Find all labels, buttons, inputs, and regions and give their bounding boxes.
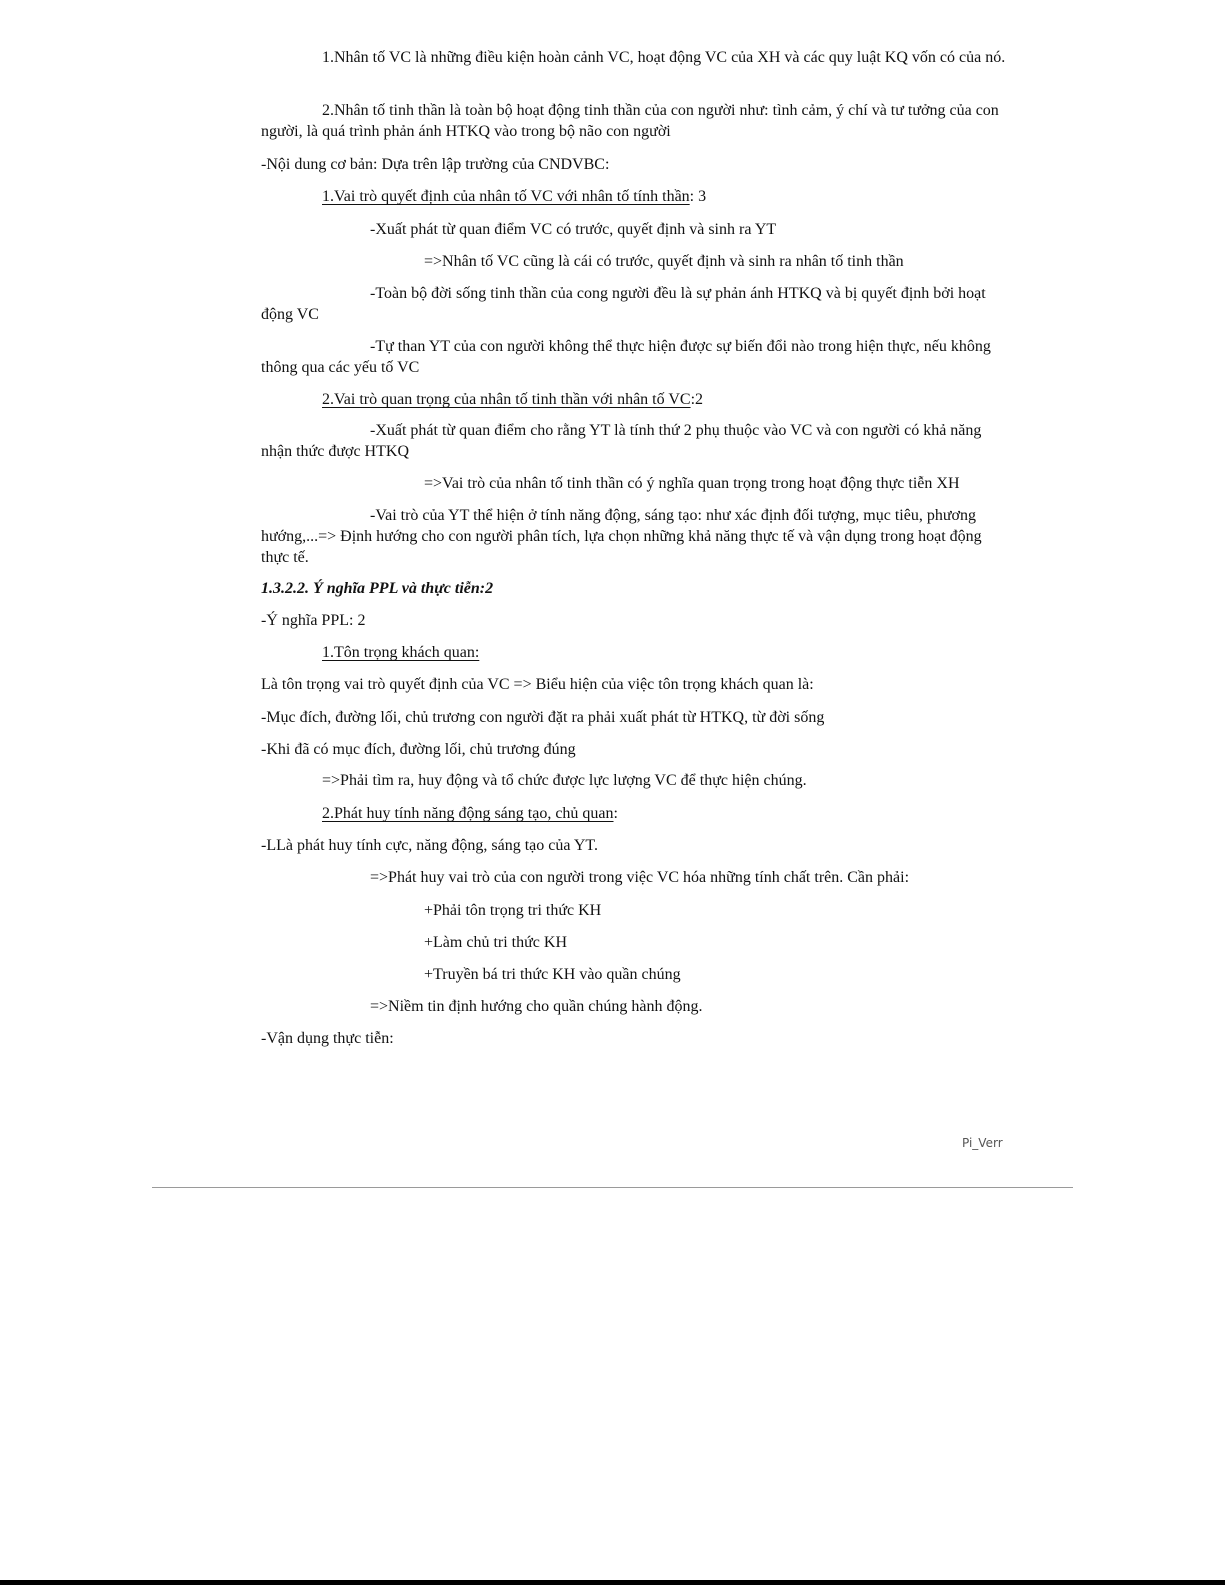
paragraph: -Tự than YT của con người không thể thực hiện được sự biến đổi nào trong hiện thực, nếu không thông qua các yếu tố VC <box>261 338 991 376</box>
paragraph: -Ý nghĩa PPL: 2 <box>261 612 366 629</box>
paragraph: Là tôn trọng vai trò quyết định của VC => Biểu hiện của việc tôn trọng khách quan là: <box>261 676 814 693</box>
underlined-heading: 1.Vai trò quyết định của nhân tố VC với nhân tố tính thần <box>322 188 690 205</box>
section-heading <box>322 642 1012 663</box>
list-item: +Truyền bá tri thức KH vào quần chúng <box>424 966 681 983</box>
heading-suffix: : 3 <box>689 188 707 205</box>
paragraph: -Khi đã có mục đích, đường lối, chủ trương đúng <box>261 741 576 758</box>
subsection-heading: 1.3.2.2. Ý nghĩa PPL và thực tiễn:2 <box>261 580 494 597</box>
underlined-heading: 1.Tôn trọng khách quan: <box>322 644 480 661</box>
paragraph: 1.Nhân tố VC là những điều kiện hoàn cảnh VC, hoạt động VC của XH và các quy luật KQ vốn có của nó. <box>322 49 1006 66</box>
paragraph: -Nội dung cơ bản: Dựa trên lập trường của CNDVBC: <box>261 156 610 173</box>
heading-suffix: :2 <box>690 391 704 408</box>
page-divider <box>152 1187 1073 1188</box>
paragraph: =>Nhân tố VC cũng là cái có trước, quyết định và sinh ra nhân tố tinh thần <box>424 253 904 270</box>
paragraph: -Vận dụng thực tiễn: <box>261 1030 394 1047</box>
paragraph: -Xuất phát từ quan điểm VC có trước, quyết định và sinh ra YT <box>370 221 777 238</box>
section-heading <box>322 186 1012 207</box>
underlined-heading: 2.Vai trò quan trọng của nhân tố tinh thần với nhân tố VC <box>322 391 691 408</box>
underlined-heading: 2.Phát huy tính năng động sáng tạo, chủ quan <box>322 805 614 822</box>
paragraph: 2.Nhân tố tinh thần là toàn bộ hoạt động tinh thần của con người như: tình cảm, ý chí và tư tưởng của con người, là quá trình phản ánh HTKQ vào trong bộ não con người <box>261 102 999 140</box>
list-item: +Phải tôn trọng tri thức KH <box>424 902 602 919</box>
bottom-edge-bar <box>0 1580 1225 1585</box>
paragraph: -Xuất phát từ quan điểm cho rằng YT là tính thứ 2 phụ thuộc vào VC và con người có khả năng nhận thức được HTKQ <box>261 422 982 460</box>
paragraph: =>Vai trò của nhân tố tinh thần có ý nghĩa quan trọng trong hoạt động thực tiễn XH <box>424 475 960 492</box>
heading-suffix: : <box>613 805 618 822</box>
paragraph: =>Niềm tin định hướng cho quần chúng hành động. <box>370 998 703 1015</box>
paragraph: -Mục đích, đường lối, chủ trương con người đặt ra phải xuất phát từ HTKQ, từ đời sống <box>261 709 825 726</box>
paragraph: =>Phát huy vai trò của con người trong việc VC hóa những tính chất trên. Cần phải: <box>370 869 910 886</box>
paragraph: -Toàn bộ đời sống tinh thần của cong người đều là sự phản ánh HTKQ và bị quyết định bởi hoạt động VC <box>261 285 986 323</box>
section-heading <box>322 803 1012 824</box>
section-heading <box>322 389 1012 410</box>
paragraph: -LLà phát huy tính cực, năng động, sáng tạo của YT. <box>261 837 599 854</box>
paragraph: -Vai trò của YT thể hiện ở tính năng động, sáng tạo: như xác định đối tượng, mục tiêu, phương hướng,...=> Định hướng cho con người phân tích, lựa chọn những khả năng thực tế và vận dụng trong hoạt động thực tế. <box>261 507 982 566</box>
page-footer-text: Pi_Verr <box>962 1136 1003 1150</box>
paragraph: =>Phải tìm ra, huy động và tổ chức được lực lượng VC để thực hiện chúng. <box>322 772 807 789</box>
list-item: +Làm chủ tri thức KH <box>424 934 567 951</box>
